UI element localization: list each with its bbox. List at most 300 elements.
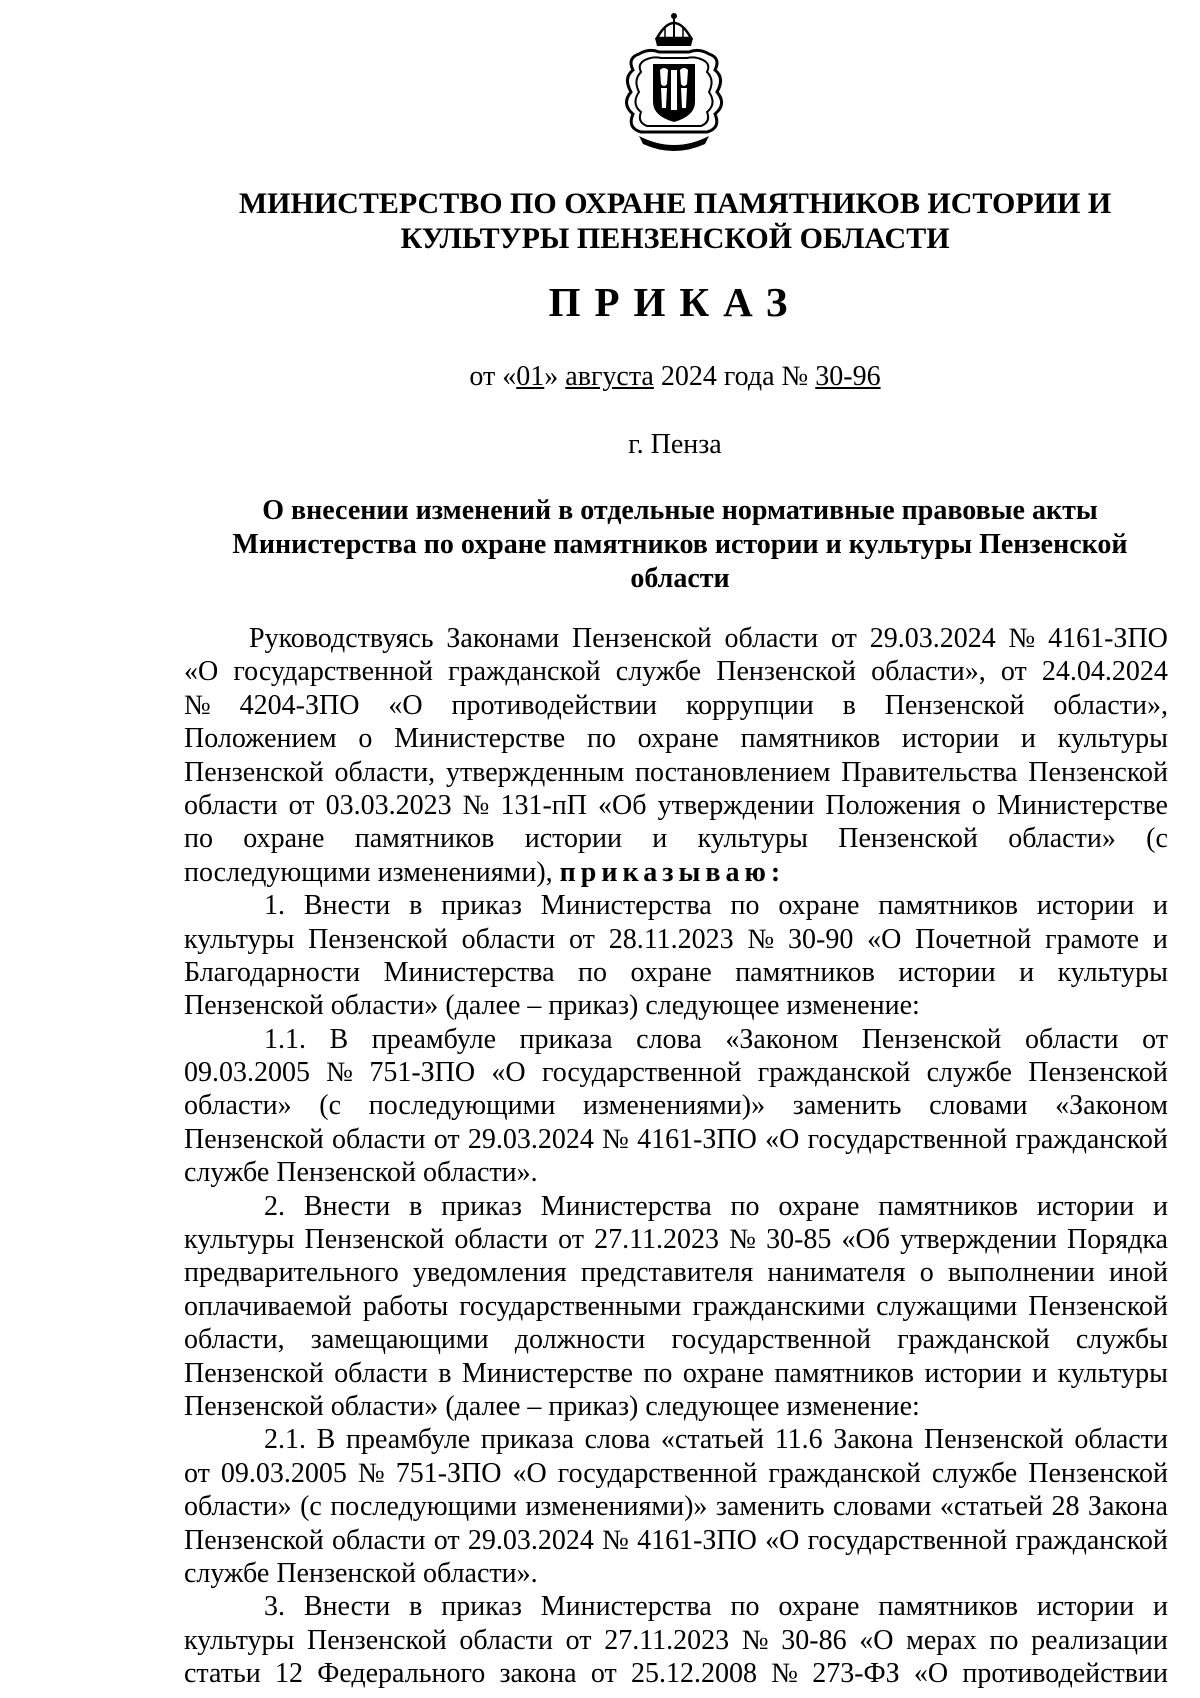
- body-line: [184, 1023, 1168, 1056]
- body-word: по: [643, 1357, 673, 1389]
- ministry-name-line1: МИНИСТЕРСТВО ПО ОХРАНЕ ПАМЯТНИКОВ ИСТОРИИ И: [238, 187, 1112, 220]
- body-word: 09.03.2005: [184, 1057, 310, 1089]
- body-word: о: [971, 789, 986, 821]
- date-month: августа: [565, 361, 654, 392]
- body-word: в: [409, 890, 423, 922]
- body-word: 4161-ЗПО: [637, 1123, 757, 1155]
- body-word: области».: [423, 1157, 538, 1189]
- body-word: охране: [778, 1591, 860, 1623]
- body-word: «статьей: [939, 1491, 1043, 1523]
- body-word: службе: [926, 1057, 1012, 1089]
- body-word: государственной: [557, 1457, 758, 1489]
- body-word: по: [730, 890, 760, 922]
- body-word: (далее: [445, 990, 521, 1022]
- body-word: службе: [184, 1557, 270, 1589]
- body-word: области»: [330, 990, 439, 1022]
- body-word: государственной: [541, 1057, 742, 1089]
- body-word: от: [558, 1224, 584, 1256]
- body-word: культуры: [184, 1624, 295, 1656]
- body-word: государственной: [671, 1324, 872, 1356]
- body-word: о: [358, 723, 373, 755]
- body-word: 2.: [264, 1190, 285, 1222]
- body-word: №: [747, 923, 775, 955]
- body-word: государственной: [807, 1123, 1008, 1155]
- body-word: памятников: [740, 723, 881, 755]
- body-line: [184, 789, 1168, 822]
- body-word: преамбуле: [345, 1424, 471, 1456]
- body-word: «Законом: [725, 1023, 839, 1055]
- body-word: Пензенской: [184, 1357, 324, 1389]
- body-word: охране: [637, 723, 719, 755]
- body-word: (с: [319, 1090, 342, 1122]
- body-word: памятников: [878, 890, 1018, 922]
- body-word: гражданскими: [692, 1290, 866, 1322]
- body-line: [184, 1590, 1168, 1623]
- body-word: «О: [913, 1658, 949, 1690]
- body-word: утвержденным: [445, 756, 625, 788]
- body-word: 29.03.2024: [467, 1123, 594, 1155]
- body-word: Почетной: [915, 923, 1032, 955]
- body-word: 24.04.2024: [1041, 656, 1168, 688]
- body-word: от: [569, 923, 595, 955]
- body-word: №: [741, 1624, 769, 1656]
- body-word: №: [326, 1057, 354, 1089]
- body-line: [184, 689, 1168, 722]
- body-word: предварительного: [184, 1257, 399, 1289]
- body-word: 1.1.: [264, 1023, 306, 1055]
- body-word: «О: [512, 1457, 547, 1489]
- body-word: 1.: [264, 890, 285, 922]
- body-line: [184, 1089, 1168, 1122]
- body-word: и: [1152, 1190, 1168, 1222]
- body-line: [184, 989, 1168, 1022]
- body-word: утверждении: [657, 789, 815, 821]
- body-word: Министерства: [383, 956, 555, 988]
- body-word: о: [919, 1257, 934, 1289]
- body-word: (с: [300, 1491, 322, 1523]
- body-word: области»: [1008, 823, 1116, 855]
- body-word: «О: [491, 1057, 526, 1089]
- body-word: истории: [1036, 1190, 1135, 1222]
- body-word: и: [1152, 890, 1168, 922]
- body-word: гражданской: [757, 1057, 911, 1089]
- body-word: «О: [184, 656, 219, 688]
- body-word: 28.11.2023: [608, 923, 734, 955]
- body-word: и: [652, 823, 668, 855]
- body-word: области: [331, 1123, 426, 1155]
- body-word: Пензенской: [1028, 1457, 1168, 1489]
- body-word: Правительства: [841, 756, 1018, 788]
- body-word: в: [842, 689, 856, 721]
- body-word: реализации: [1031, 1624, 1168, 1656]
- body-word: В: [329, 1023, 349, 1055]
- order-body: [184, 622, 1168, 1691]
- body-word: от: [433, 1524, 460, 1556]
- body-word: 273-ФЗ: [812, 1658, 900, 1690]
- body-word: гражданской: [448, 656, 601, 688]
- body-word: «О: [859, 1624, 894, 1656]
- body-word: от: [830, 623, 857, 654]
- city: г. Пенза: [628, 429, 722, 460]
- subject-line2: Министерства по охране памятников истории и культуры Пензенской: [232, 529, 1128, 560]
- body-word: «Законом: [1055, 1090, 1168, 1122]
- body-word: слова: [636, 1023, 702, 1055]
- body-word: Пензенской: [1028, 1057, 1168, 1089]
- body-word: изменениями)»: [525, 1491, 708, 1523]
- body-word: 4161-ЗПО: [1048, 623, 1168, 654]
- body-word: Внести: [303, 1591, 391, 1623]
- body-word: 30-90: [788, 923, 854, 955]
- body-word: Положением: [184, 723, 337, 755]
- body-line: [184, 856, 1168, 889]
- body-word: области».: [423, 1557, 538, 1589]
- body-word: Пензенской: [1028, 1290, 1168, 1322]
- body-word: Пензенской: [924, 1424, 1064, 1456]
- body-word: Пензенской: [307, 1624, 447, 1656]
- body-word: должности: [514, 1324, 646, 1356]
- body-word: от: [288, 789, 315, 821]
- body-line: [184, 1123, 1168, 1156]
- body-word: области»: [184, 1090, 292, 1122]
- subject-line3: области: [630, 563, 730, 594]
- body-word: 30-86: [781, 1624, 847, 1656]
- body-word: области: [1074, 1424, 1168, 1456]
- body-word: №: [1008, 623, 1036, 654]
- body-word: изменениями)»: [583, 1090, 766, 1122]
- body-word: по: [578, 956, 607, 988]
- body-word: «статьей: [660, 1424, 765, 1456]
- body-word: памятников: [878, 1591, 1018, 1623]
- body-word: от: [433, 1123, 460, 1155]
- body-word: по: [730, 1591, 760, 1623]
- date-mid2: 2024 года №: [653, 361, 816, 392]
- body-word: Положения: [825, 789, 961, 821]
- body-word: истории: [1036, 1591, 1135, 1623]
- body-word: 131-пП: [500, 789, 587, 821]
- body-word: приказа: [480, 1424, 574, 1456]
- body-word: утверждении: [900, 1224, 1057, 1256]
- body-word: области»,: [1053, 689, 1168, 721]
- body-word: Пензенской: [838, 823, 978, 855]
- body-word: службе: [931, 1457, 1018, 1489]
- body-word: Руководствуясь: [249, 623, 434, 654]
- body-word: «Об: [841, 1224, 890, 1256]
- body-word: изменение:: [786, 990, 920, 1022]
- body-word: «О: [388, 689, 423, 721]
- body-line: [184, 1390, 1168, 1423]
- body-line: [184, 722, 1168, 755]
- body-word: культуры: [1057, 723, 1168, 755]
- body-word: истории: [898, 956, 996, 988]
- body-word: приказа: [519, 1023, 613, 1055]
- body-word: 3.: [264, 1591, 285, 1623]
- body-word: службы: [1075, 1324, 1168, 1356]
- body-word: №: [462, 789, 490, 821]
- body-word: от: [1000, 656, 1027, 688]
- body-word: (с: [1146, 823, 1168, 855]
- body-word: в: [438, 1357, 452, 1389]
- body-word: области,: [334, 756, 436, 788]
- body-word: истории: [924, 1357, 1022, 1389]
- body-word: противодействии: [962, 1658, 1168, 1690]
- body-word: постановлением: [635, 756, 831, 788]
- body-line: [184, 1357, 1168, 1390]
- body-word: Законами: [446, 623, 560, 654]
- body-word: последующими: [368, 1090, 556, 1122]
- body-word: от: [1142, 1023, 1168, 1055]
- body-word: Пензенской: [716, 656, 856, 688]
- body-word: статьи: [184, 1658, 261, 1690]
- body-word: гражданской: [768, 1457, 921, 1489]
- body-word: «Об: [598, 789, 647, 821]
- body-word: 2.1.: [264, 1424, 306, 1456]
- body-word: 751-ЗПО: [369, 1057, 476, 1089]
- body-word: Порядка: [1066, 1224, 1168, 1256]
- body-line: [184, 1223, 1168, 1256]
- body-word: культуры: [184, 923, 295, 955]
- body-word: Министерстве: [394, 723, 566, 755]
- body-word: области: [1024, 1023, 1119, 1055]
- body-word: области: [459, 1624, 553, 1656]
- body-word: Внести: [303, 1190, 391, 1222]
- subject-line1: О внесении изменений в отдельные нормативные правовые акты: [262, 495, 1098, 526]
- body-word: и: [1019, 956, 1035, 988]
- body-word: закона: [499, 1658, 577, 1690]
- body-word: государственной: [807, 1524, 1008, 1556]
- body-word: государственной: [233, 656, 433, 688]
- body-word: Министерстве: [996, 789, 1168, 821]
- body-line: [184, 1190, 1168, 1223]
- body-word: по: [184, 823, 213, 855]
- body-line: [184, 1256, 1168, 1289]
- body-word: в: [409, 1190, 423, 1222]
- body-word: Внести: [303, 890, 391, 922]
- body-word: охране: [778, 1190, 860, 1222]
- body-word: области: [184, 789, 278, 821]
- body-word: Министерства: [540, 890, 712, 922]
- body-word: от: [565, 1624, 592, 1656]
- body-word: и: [1020, 723, 1036, 755]
- body-word: преамбуле: [371, 1023, 496, 1055]
- body-line: [184, 756, 1168, 789]
- body-word: Федерального: [317, 1658, 486, 1690]
- body-word: иной: [1108, 1257, 1168, 1289]
- body-word: (далее: [445, 1390, 521, 1422]
- body-word: Министерства: [540, 1591, 712, 1623]
- body-line: [184, 1423, 1168, 1456]
- body-word: области»: [330, 1390, 439, 1422]
- body-word: 12: [274, 1658, 303, 1690]
- body-word: –: [527, 1390, 542, 1422]
- order-title: ПРИКАЗ: [548, 279, 802, 325]
- body-word: в: [409, 1591, 423, 1623]
- body-word: –: [527, 990, 542, 1022]
- body-line: [184, 822, 1168, 855]
- body-word: приказ: [441, 1190, 522, 1222]
- body-line: [184, 956, 1168, 989]
- body-word: государственными: [459, 1290, 682, 1322]
- body-word: охране: [630, 956, 712, 988]
- body-word: памятников: [735, 956, 875, 988]
- body-word: области: [724, 623, 819, 654]
- body-word: памятников: [774, 1357, 915, 1389]
- body-word: Пензенской: [184, 1524, 324, 1556]
- body-word: 29.03.2024: [467, 1524, 594, 1556]
- body-word: области»: [184, 1491, 292, 1523]
- body-word: коррупции: [685, 689, 814, 721]
- body-word: заменить: [792, 1090, 902, 1122]
- body-word: Пензенской: [276, 1157, 417, 1189]
- body-word: слова: [584, 1424, 651, 1456]
- body-word: приказ): [548, 990, 639, 1022]
- body-word: по: [730, 1190, 760, 1222]
- date-mid1: »: [544, 361, 566, 392]
- body-word: представителя: [580, 1257, 754, 1289]
- body-line: [184, 1557, 1168, 1590]
- body-word: 751-ЗПО: [395, 1457, 502, 1489]
- body-line: [184, 1657, 1168, 1690]
- body-word: культуры: [697, 823, 808, 855]
- body-word: истории: [901, 723, 1000, 755]
- body-word: 30-85: [766, 1224, 832, 1256]
- body-word: гражданской: [1015, 1123, 1168, 1155]
- body-word: от: [184, 1457, 210, 1489]
- body-word: словами: [832, 1491, 932, 1523]
- body-word: и: [1152, 923, 1168, 955]
- body-word: истории: [1036, 890, 1135, 922]
- body-word: Пензенской: [184, 756, 324, 788]
- body-word: №: [357, 1457, 385, 1489]
- body-word: по: [586, 723, 616, 755]
- body-word: изменение:: [786, 1390, 920, 1422]
- body-word: Закона: [833, 1424, 914, 1456]
- order-number: 30-96: [815, 361, 881, 392]
- body-word: охране: [778, 890, 860, 922]
- body-word: следующее: [645, 990, 780, 1022]
- order-directive: приказываю:: [559, 856, 786, 888]
- body-word: Пензенской: [276, 1557, 417, 1589]
- body-line: [184, 889, 1168, 922]
- body-word: службе: [184, 1157, 270, 1189]
- body-word: 25.12.2008: [630, 1658, 757, 1690]
- body-word: по: [989, 1624, 1019, 1656]
- body-word: «О: [765, 1524, 800, 1556]
- ministry-name: [150, 186, 1200, 256]
- body-word: Пензенской: [184, 1123, 324, 1155]
- body-word: 09.03.2005: [220, 1457, 347, 1489]
- body-word: уведомления: [412, 1257, 567, 1289]
- body-word: замещающими: [310, 1324, 489, 1356]
- date-day: 01: [516, 361, 545, 392]
- body-word: Пензенской: [571, 623, 712, 654]
- body-word: области: [334, 1357, 428, 1389]
- body-line: [184, 1156, 1168, 1189]
- body-word: приказ: [441, 1591, 522, 1623]
- body-line: [184, 1624, 1168, 1657]
- body-word: следующее: [645, 1390, 780, 1422]
- body-word: изменениями),: [377, 856, 553, 888]
- body-word: №: [771, 1658, 798, 1690]
- body-word: словами: [929, 1090, 1028, 1122]
- body-word: 4204-ЗПО: [239, 689, 360, 721]
- body-word: культуры: [1057, 956, 1168, 988]
- body-word: области: [454, 1224, 548, 1256]
- body-line: [184, 1457, 1168, 1490]
- date-prefix: от «: [469, 361, 517, 392]
- body-word: приказ: [441, 890, 522, 922]
- body-word: грамоте: [1045, 923, 1140, 955]
- body-word: Пензенской: [308, 923, 448, 955]
- body-word: истории: [524, 823, 622, 855]
- order-date: [150, 360, 1200, 394]
- body-word: области»,: [871, 656, 986, 688]
- body-word: охране: [682, 1357, 764, 1389]
- body-line: [184, 1056, 1168, 1089]
- body-word: приказ): [548, 1390, 639, 1422]
- body-word: от: [590, 1658, 617, 1690]
- body-word: В: [316, 1424, 336, 1456]
- body-word: противодействии: [451, 689, 658, 721]
- body-word: 29.03.2024: [869, 623, 996, 654]
- body-word: Пензенской: [184, 1390, 324, 1422]
- body-word: 27.11.2023: [604, 1624, 730, 1656]
- body-word: Пензенской: [861, 1023, 1002, 1055]
- body-word: «О: [867, 923, 902, 955]
- body-word: Министерстве: [461, 1357, 633, 1389]
- body-line: [184, 622, 1168, 655]
- body-word: культуры: [184, 1224, 295, 1256]
- body-word: 11.6: [774, 1424, 823, 1456]
- body-word: 28: [1051, 1491, 1080, 1523]
- coat-of-arms-icon: [619, 8, 729, 158]
- body-word: №: [729, 1224, 756, 1256]
- body-word: оплачиваемой: [184, 1290, 352, 1322]
- body-word: и: [1152, 1591, 1168, 1623]
- body-word: №: [602, 1123, 629, 1155]
- body-word: области: [461, 923, 556, 955]
- body-word: памятников: [878, 1190, 1018, 1222]
- body-word: культуры: [1057, 1357, 1168, 1389]
- body-line: [184, 1524, 1168, 1557]
- body-word: Пензенской: [304, 1224, 445, 1256]
- body-line: [184, 923, 1168, 956]
- body-word: заменить: [715, 1491, 825, 1523]
- body-word: Министерства: [540, 1190, 712, 1222]
- body-word: выполнении: [947, 1257, 1095, 1289]
- body-word: Пензенской: [884, 689, 1025, 721]
- body-word: Благодарности: [184, 956, 361, 988]
- order-subject: [195, 494, 1165, 596]
- body-word: области,: [184, 1324, 285, 1356]
- body-word: 27.11.2023: [594, 1224, 720, 1256]
- body-word: охране: [243, 823, 325, 855]
- body-word: нанимателя: [767, 1257, 906, 1289]
- body-word: №: [602, 1524, 629, 1556]
- body-word: службе: [615, 656, 702, 688]
- body-word: области: [331, 1524, 426, 1556]
- body-word: 03.03.2023: [325, 789, 452, 821]
- body-word: 4161-ЗПО: [637, 1524, 757, 1556]
- body-word: Пензенской: [1028, 756, 1168, 788]
- body-word: последующими: [184, 856, 371, 888]
- ministry-name-line2: КУЛЬТУРЫ ПЕНЗЕНСКОЙ ОБЛАСТИ: [400, 222, 950, 255]
- body-word: Пензенской: [184, 990, 324, 1022]
- body-word: памятников: [354, 823, 495, 855]
- body-word: и: [1032, 1357, 1048, 1389]
- body-line: [184, 1323, 1168, 1356]
- body-word: гражданской: [1015, 1524, 1168, 1556]
- body-line: [184, 1490, 1168, 1523]
